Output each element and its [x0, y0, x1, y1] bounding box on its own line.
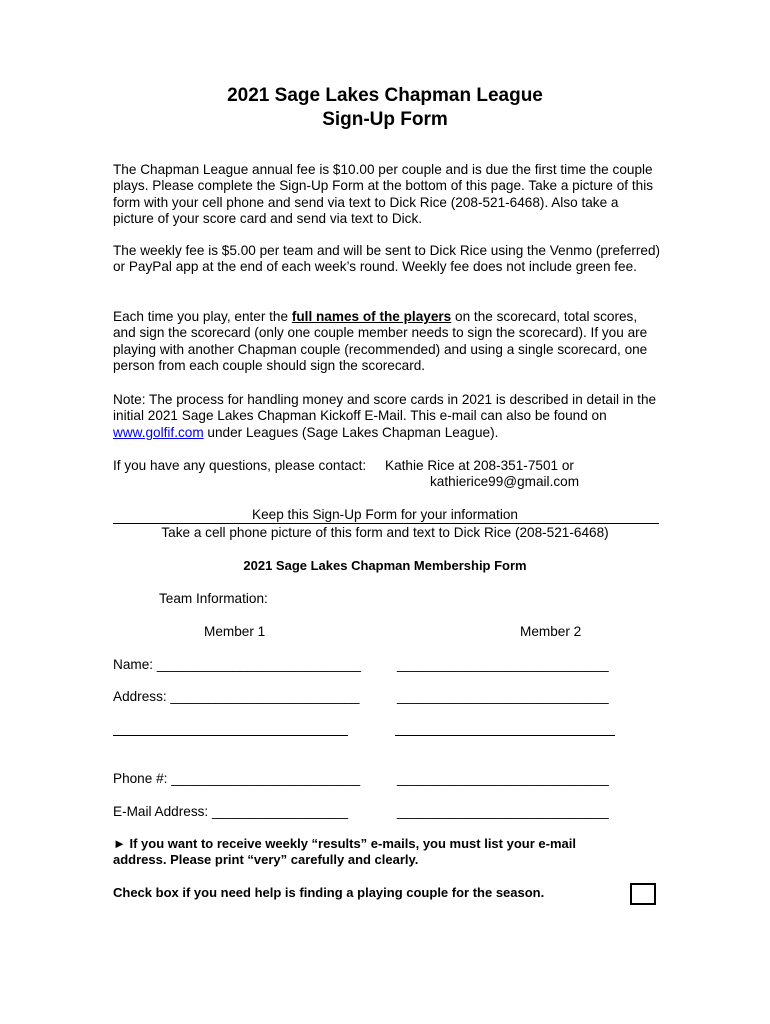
contact-phone: Kathie Rice at 208-351-7501 or [385, 458, 574, 473]
member1-header: Member 1 [204, 624, 266, 639]
address-field-member1[interactable] [113, 689, 359, 704]
address-blank-member1[interactable]: _________________________ [170, 689, 360, 704]
email-blank-member1[interactable]: __________________ [211, 804, 349, 819]
contact-email: kathierice99@gmail.com [430, 474, 580, 489]
team-info-label: Team Information: [159, 591, 268, 606]
note-text-after: under Leagues (Sage Lakes Chapman League). [203, 424, 499, 440]
cut-line-divider [113, 523, 659, 524]
page-title: 2021 Sage Lakes Chapman League [227, 85, 543, 106]
weekly-fee-paragraph: The weekly fee is $5.00 per team and will be sent to Dick Rice using the Venmo (preferred) or PayPal app at the end of each week’s round. Weekly fee does not include green fee. [113, 243, 661, 275]
membership-form-title: 2021 Sage Lakes Chapman Membership Form [243, 558, 527, 573]
phone-label: Phone #: [113, 771, 172, 786]
name-field-member2[interactable]: ____________________________ [397, 657, 609, 672]
email-field-member1[interactable] [113, 804, 348, 819]
results-email-note: ► If you want to receive weekly “results” e-mails, you must list your e-mail address. Please print “very” carefully and clearly. [113, 836, 576, 868]
name-field-member1[interactable] [113, 657, 361, 672]
phone-field-member2[interactable]: ____________________________ [397, 771, 609, 786]
note-paragraph [113, 392, 661, 441]
fee-paragraph: The Chapman League annual fee is $10.00 per couple and is due the first time the couple plays. Please complete the Sign-Up Form at the bottom of this page. Take a picture of this form with your cell phone and send via text to Dick Rice (208-521-6468). Also take a picture of your score card and send via text to Dick. [113, 162, 654, 227]
phone-blank-member1[interactable]: _________________________ [171, 771, 361, 786]
players-names-emphasis: full names of the players [291, 309, 452, 324]
golfif-link[interactable]: www.golfif.com [113, 424, 204, 440]
address-label: Address: [113, 689, 171, 704]
phone-field-member1[interactable] [113, 771, 360, 786]
email-field-member2[interactable]: ____________________________ [397, 804, 609, 819]
keep-form-text: Keep this Sign-Up Form for your information [252, 507, 518, 522]
checkbox-label: Check box if you need help is finding a playing couple for the season. [113, 885, 545, 900]
play-text-before: Each time you play, enter the [113, 309, 292, 324]
note-text-before: Note: The process for handling money and score cards in 2021 is described in detail in the initial 2021 Sage Lakes Chapman Kickoff E-Mail. This e-mail can also be found on [113, 392, 657, 424]
send-picture-text: Take a cell phone picture of this form and text to Dick Rice (208-521-6468) [161, 525, 609, 540]
find-couple-checkbox[interactable] [630, 883, 656, 905]
address-line2-member2[interactable] [395, 735, 615, 736]
contact-label: If you have any questions, please contact: [113, 458, 367, 473]
address-field-member2[interactable]: ____________________________ [397, 689, 609, 704]
play-instructions-paragraph [113, 309, 661, 375]
page-subtitle: Sign-Up Form [322, 109, 448, 130]
member2-header: Member 2 [520, 624, 582, 639]
email-label: E-Mail Address: [113, 804, 212, 819]
play-text-after: on the scorecard, total scores, and sign the scorecard (only one couple member needs to sign the scorecard). If you are playing with another Chapman couple (recommended) and using a single scorecard, one person from each couple should sign the scorecard. [113, 309, 648, 374]
name-blank-member1[interactable]: ___________________________ [156, 657, 361, 672]
address-line2-member1[interactable] [113, 735, 348, 736]
name-label: Name: [113, 657, 157, 672]
